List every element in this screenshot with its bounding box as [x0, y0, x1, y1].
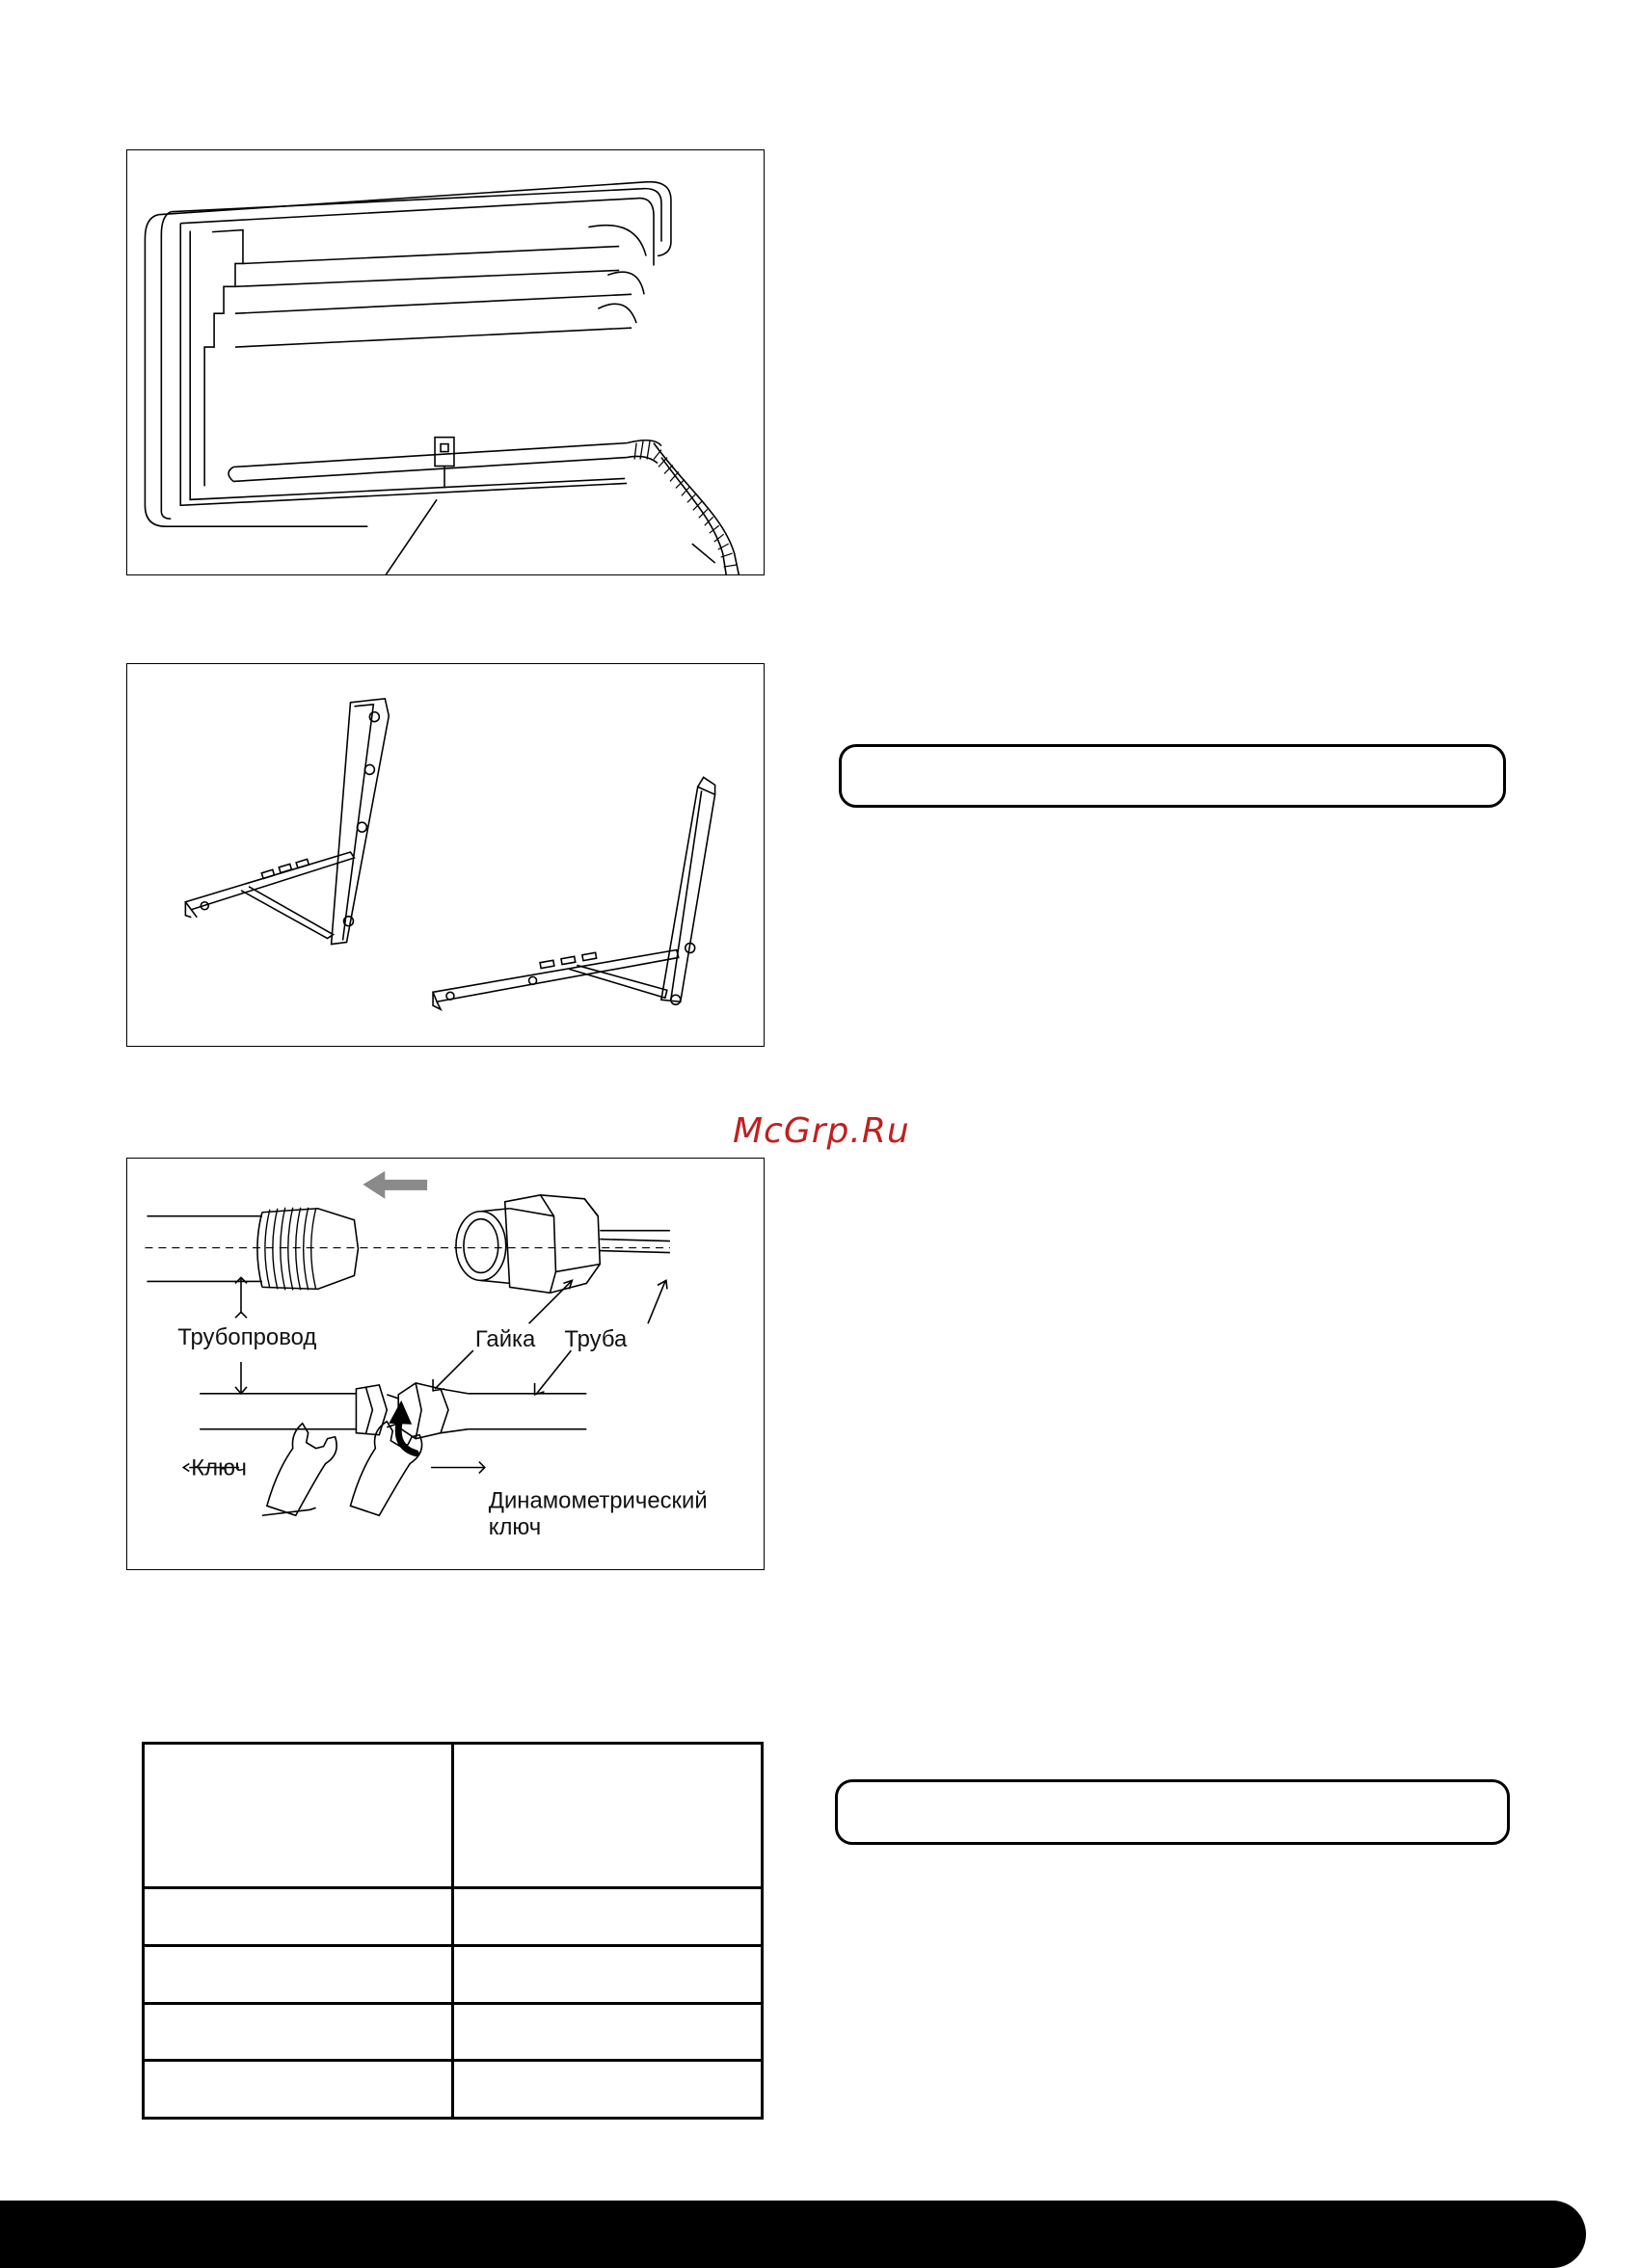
table-cell	[144, 1888, 453, 1946]
table-cell	[453, 2003, 763, 2061]
note-box-2	[835, 1779, 1510, 1845]
brackets-illustration	[127, 664, 764, 1046]
table-header-row	[144, 1744, 763, 1888]
table-cell	[144, 2061, 453, 2119]
figure-indoor-unit-drain	[126, 149, 765, 575]
label-pipeline: Трубопровод	[177, 1324, 317, 1351]
figure-flare-connection	[126, 1158, 765, 1570]
table-cell	[144, 1744, 453, 1888]
table-cell	[144, 1945, 453, 2003]
footer-bar	[0, 2201, 1586, 2268]
torque-table	[142, 1742, 764, 2120]
table-cell	[144, 2003, 453, 2061]
table-row	[144, 2003, 763, 2061]
label-torque-wrench-line1: Динамометрический	[488, 1487, 708, 1514]
table-cell	[453, 1744, 763, 1888]
watermark: McGrp.Ru	[733, 1111, 910, 1151]
figure-mounting-brackets	[126, 663, 765, 1047]
table-cell	[453, 2061, 763, 2119]
label-torque-wrench-line2: ключ	[488, 1514, 542, 1541]
label-nut: Гайка	[474, 1326, 536, 1353]
table-row	[144, 1888, 763, 1946]
label-wrench: Ключ	[191, 1454, 247, 1481]
indoor-unit-illustration	[127, 150, 764, 574]
flare-connection-illustration	[127, 1159, 764, 1569]
label-tube: Труба	[564, 1326, 628, 1353]
table-cell	[453, 1888, 763, 1946]
note-box-1	[839, 744, 1506, 808]
table-cell	[453, 1945, 763, 2003]
table-row	[144, 1945, 763, 2003]
table-row	[144, 2061, 763, 2119]
direction-arrow-icon	[363, 1171, 427, 1199]
